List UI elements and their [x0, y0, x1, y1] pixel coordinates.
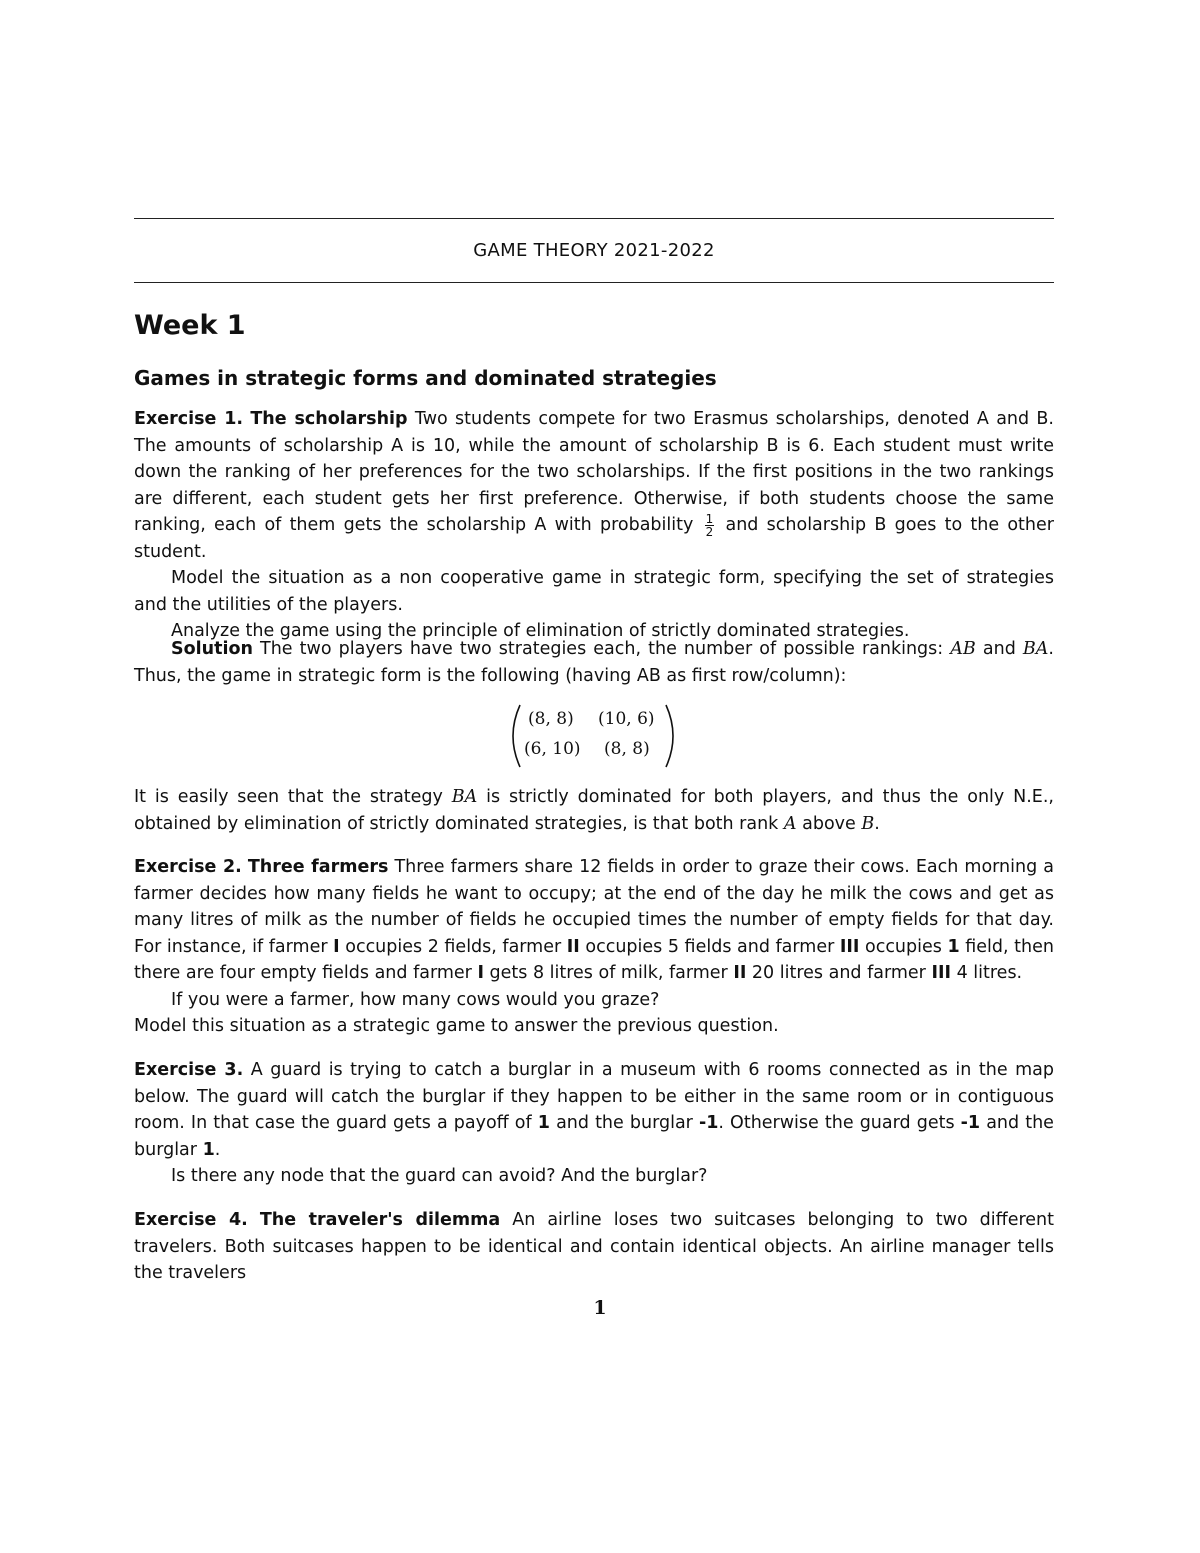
exercise-2-text: 20 litres and farmer [751, 963, 926, 983]
conclusion-part: above [802, 813, 856, 834]
solution-text: The two players have two strategies each, the number of possible rankings: [260, 639, 944, 659]
exercise-2-label: Exercise 2. [134, 857, 242, 877]
exercise-2-task: Model this situation as a strategic game to answer the previous question. [134, 1016, 779, 1036]
conclusion-part: . [874, 813, 880, 834]
exercise-2-name: Three farmers [247, 857, 389, 877]
exercise-3-text: and the burglar [556, 1113, 693, 1133]
course-header-title: GAME THEORY 2021-2022 [473, 240, 715, 261]
farmer-id: II [566, 936, 580, 957]
exercise-4 [134, 1207, 1054, 1287]
exercise-1-task-model: Model the situation as a non cooperative game in strategic form, specifying the set of strategies and the utilities of the players. [134, 568, 1054, 615]
exercise-2-text: field, then there are four empty fields and farmer [134, 936, 1054, 983]
matrix-cell: (6, 10) [524, 739, 581, 759]
exercise-1 [134, 406, 1054, 645]
solution-conclusion-text [134, 784, 1054, 837]
one-half-fraction [705, 513, 715, 538]
field-count: 1 [947, 936, 960, 957]
exercise-3-statement [134, 1057, 1054, 1163]
math-A: A [783, 813, 797, 834]
conclusion-part: is strictly dominated for both players, and thus the only N.E., obtained by elimination of strictly dominated strategies, is that both rank [134, 787, 1054, 834]
fraction-numerator: 1 [705, 511, 714, 526]
farmer-id: II [733, 963, 747, 983]
matrix-cell: (8, 8) [604, 739, 650, 759]
exercise-3-text: A guard is trying to catch a burglar in a museum with 6 rooms connected as in the map below. The guard will catch the burglar if they happen to be either in the same room or in contiguous room. In that case the guard gets a payoff of [134, 1060, 1054, 1133]
solution-conclusion [134, 784, 1054, 837]
exercise-4-text: An airline loses two suitcases belonging to two different travelers. Both suitcases happen to be identical and contain identical objects. An airline manager tells the travelers [134, 1210, 1054, 1283]
exercise-4-name: The traveler's dilemma [259, 1210, 501, 1230]
header-bottom-rule [134, 282, 1054, 283]
solution-label: Solution [171, 639, 253, 659]
exercise-2 [134, 854, 1054, 1040]
week-title: Week 1 [134, 310, 246, 341]
exercise-2-text: occupies 5 fields and farmer [585, 936, 835, 957]
exercise-4-statement [134, 1207, 1054, 1287]
section-title: Games in strategic forms and dominated strategies [134, 366, 717, 390]
solution-and: and [982, 639, 1016, 659]
exercise-1-text-end: and scholarship B goes to the other student. [134, 515, 1054, 562]
header-top-rule [134, 218, 1054, 219]
solution-text-end: . Thus, the game in strategic form is the following (having AB as first row/column): [134, 639, 1054, 686]
matrix-cell: (10, 6) [598, 709, 655, 729]
exercise-1-label: Exercise 1. [134, 409, 244, 429]
exercise-3 [134, 1057, 1054, 1190]
farmer-id: I [333, 936, 340, 957]
payoff-value: 1 [202, 1139, 215, 1160]
exercise-1-task-analyze: Analyze the game using the principle of elimination of strictly dominated strategies. [171, 621, 910, 641]
page-number: 1 [593, 1297, 607, 1319]
exercise-1-statement [134, 406, 1054, 565]
exercise-2-text: 4 litres. [956, 963, 1023, 983]
exercise-2-text: gets 8 litres of milk, farmer [489, 963, 728, 983]
exercise-2-text: Three farmers share 12 fields in order to graze their cows. Each morning a farmer decides how many fields he want to occupy; at the end of the day he milk the cows and get as many litres of milk as the number of fields he occupied times the number of empty fields for that day. For instance, if farmer [134, 857, 1054, 957]
solution-intro [134, 636, 1054, 689]
farmer-id: III [931, 963, 951, 983]
exercise-2-question: If you were a farmer, how many cows would you graze? [171, 989, 660, 1010]
farmer-id: III [839, 936, 860, 957]
math-AB: AB [950, 639, 976, 659]
solution-paragraph [134, 636, 1054, 689]
payoff-matrix [508, 703, 678, 769]
exercise-2-text: occupies 2 fields, farmer [345, 936, 562, 957]
exercise-3-question: Is there any node that the guard can avoid? And the burglar? [171, 1166, 708, 1186]
exercise-4-label: Exercise 4. [134, 1210, 248, 1230]
exercise-1-name: The scholarship [250, 409, 408, 429]
math-B: B [861, 813, 875, 834]
payoff-value: -1 [698, 1113, 719, 1133]
math-BA: BA [451, 787, 478, 807]
exercise-3-text: . Otherwise the guard gets [718, 1113, 955, 1133]
exercise-2-text: occupies [864, 936, 942, 957]
matrix-cell: (8, 8) [528, 709, 574, 729]
exercise-3-text: and the burglar [134, 1113, 1054, 1160]
payoff-value: 1 [537, 1113, 550, 1133]
math-BA: BA [1022, 639, 1049, 659]
fraction-denominator: 2 [705, 524, 714, 539]
exercise-1-text: Two students compete for two Erasmus scholarships, denoted A and B. The amounts of scholarship A is 10, while the amount of scholarship B is 6. Each student must write down the ranking of her preferences for the two scholarships. If the first positions in the two rankings are different, each student gets her first preference. Otherwise, if both students choose the same ranking, each of them gets the scholarship A with probability [134, 409, 1054, 535]
payoff-value: -1 [960, 1113, 981, 1133]
exercise-2-statement [134, 854, 1054, 987]
conclusion-part: It is easily seen that the strategy [134, 787, 443, 807]
farmer-id: I [477, 963, 484, 983]
exercise-3-label: Exercise 3. [134, 1060, 244, 1080]
exercise-3-text: . [214, 1139, 221, 1160]
